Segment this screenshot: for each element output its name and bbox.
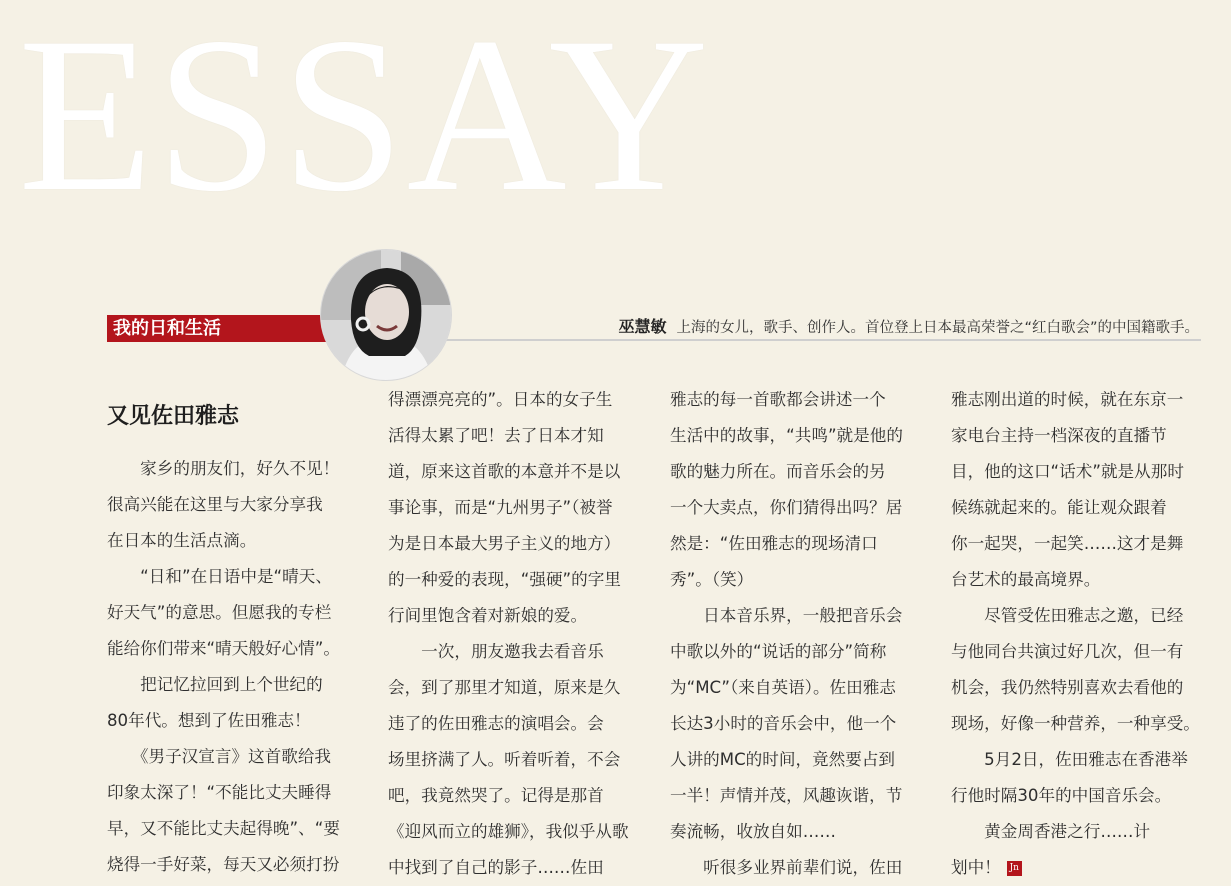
text-line: 行间里饱含着对新娘的爱。 bbox=[388, 606, 588, 625]
text-line: 雅志的每一首歌都会讲述一个 bbox=[670, 390, 886, 409]
text-line: 场里挤满了人。听着听着，不会 bbox=[388, 750, 621, 769]
text-line: 听很多业界前辈们说，佐田 bbox=[670, 858, 903, 877]
text-line: 为“MC”（来自英语）。佐田雅志 bbox=[670, 678, 896, 697]
end-mark-logo: Jn bbox=[1007, 861, 1022, 876]
text-line: 台艺术的最高境界。 bbox=[951, 570, 1101, 589]
text-line: 现场，好像一种营养，一种享受。 bbox=[951, 714, 1200, 733]
text-line: 事论事，而是“九州男子”（被誉 bbox=[388, 498, 613, 517]
article-column-4 bbox=[951, 382, 1199, 886]
text-line: 得漂漂亮亮的”。日本的女子生 bbox=[388, 390, 613, 409]
text-line: 吧，我竟然哭了。记得是那首 bbox=[388, 786, 604, 805]
text-line: “日和”在日语中是“晴天、 bbox=[107, 567, 332, 586]
text-line: 烧得一手好菜，每天又必须打扮 bbox=[107, 855, 340, 874]
article-column-3 bbox=[670, 382, 918, 886]
text-line: 中找到了自己的影子……佐田 bbox=[388, 858, 604, 877]
text-line: 一次，朋友邀我去看音乐 bbox=[388, 642, 604, 661]
text-line: 能给你们带来“晴天般好心情”。 bbox=[107, 639, 340, 658]
text-line: 生活中的故事，“共鸣”就是他的 bbox=[670, 426, 903, 445]
text-line: 80年代。想到了佐田雅志！ bbox=[107, 711, 311, 730]
text-line: 行他时隔30年的中国音乐会。 bbox=[951, 786, 1172, 805]
text-line: 中歌以外的“说话的部分”简称 bbox=[670, 642, 887, 661]
text-line: 雅志刚出道的时候，就在东京一 bbox=[951, 390, 1184, 409]
text-line: 一半！声情并茂，风趣诙谐，节 bbox=[670, 786, 903, 805]
text-line: 候练就起来的。能让观众跟着 bbox=[951, 498, 1167, 517]
text-line: 好天气”的意思。但愿我的专栏 bbox=[107, 603, 332, 622]
text-line: 黄金周香港之行……计 bbox=[951, 822, 1151, 841]
text-line: 你一起哭，一起笑……这才是舞 bbox=[951, 534, 1184, 553]
author-name: 巫慧敏 bbox=[618, 317, 667, 336]
text-line: 人讲的MC的时间，竟然要占到 bbox=[670, 750, 896, 769]
text-line: 尽管受佐田雅志之邀，已经 bbox=[951, 606, 1184, 625]
text-line: 的一种爱的表现，“强硬”的字里 bbox=[388, 570, 621, 589]
author-avatar bbox=[320, 249, 452, 381]
text-line: 《迎风而立的雄狮》，我似乎从歌 bbox=[388, 822, 629, 841]
article-column-1 bbox=[107, 451, 355, 883]
text-line: 歌的魅力所在。而音乐会的另 bbox=[670, 462, 886, 481]
text-line: 道，原来这首歌的本意并不是以 bbox=[388, 462, 621, 481]
text-line: 与他同台共演过好几次，但一有 bbox=[951, 642, 1184, 661]
text-line: 在日本的生活点滴。 bbox=[107, 531, 257, 550]
article-title: 又见佐田雅志 bbox=[107, 404, 240, 429]
final-line bbox=[951, 850, 1199, 886]
author-portrait-image bbox=[321, 250, 451, 380]
text-line: 把记忆拉回到上个世纪的 bbox=[107, 675, 323, 694]
text-line: 机会，我仍然特别喜欢去看他的 bbox=[951, 678, 1184, 697]
text-line: 家电台主持一档深夜的直播节 bbox=[951, 426, 1167, 445]
text-line: 印象太深了！“不能比丈夫睡得 bbox=[107, 783, 332, 802]
text-line: 然是：“佐田雅志的现场清口 bbox=[670, 534, 878, 553]
text-line: 活得太累了吧！去了日本才知 bbox=[388, 426, 604, 445]
text-line: 长达3小时的音乐会中，他一个 bbox=[670, 714, 897, 733]
author-bio: 上海的女儿，歌手、创作人。首位登上日本最高荣誉之“红白歌会”的中国籍歌手。 bbox=[676, 320, 1199, 336]
text-line: 秀”。（笑） bbox=[670, 570, 754, 589]
final-line-text: 划中！ bbox=[951, 858, 1001, 877]
text-line: 目，他的这口“话术”就是从那时 bbox=[951, 462, 1184, 481]
column-tag: 我的日和生活 bbox=[107, 315, 332, 342]
text-line: 一个大卖点，你们猜得出吗？居 bbox=[670, 498, 903, 517]
text-line: 《男子汉宣言》这首歌给我 bbox=[107, 747, 332, 766]
text-line: 早，又不能比丈夫起得晚”、“要 bbox=[107, 819, 340, 838]
text-line: 会，到了那里才知道，原来是久 bbox=[388, 678, 621, 697]
article-column-2 bbox=[388, 382, 636, 886]
text-line: 奏流畅，收放自如…… bbox=[670, 822, 836, 841]
author-byline bbox=[618, 317, 1199, 338]
text-line: 违了的佐田雅志的演唱会。会 bbox=[388, 714, 604, 733]
masthead-essay: ESSAY bbox=[18, 0, 711, 238]
text-line: 日本音乐界，一般把音乐会 bbox=[670, 606, 903, 625]
text-line: 家乡的朋友们，好久不见！ bbox=[107, 459, 340, 478]
text-line: 为是日本最大男子主义的地方） bbox=[388, 534, 621, 553]
text-line: 很高兴能在这里与大家分享我 bbox=[107, 495, 323, 514]
text-line: 5月2日，佐田雅志在香港举 bbox=[951, 750, 1188, 769]
